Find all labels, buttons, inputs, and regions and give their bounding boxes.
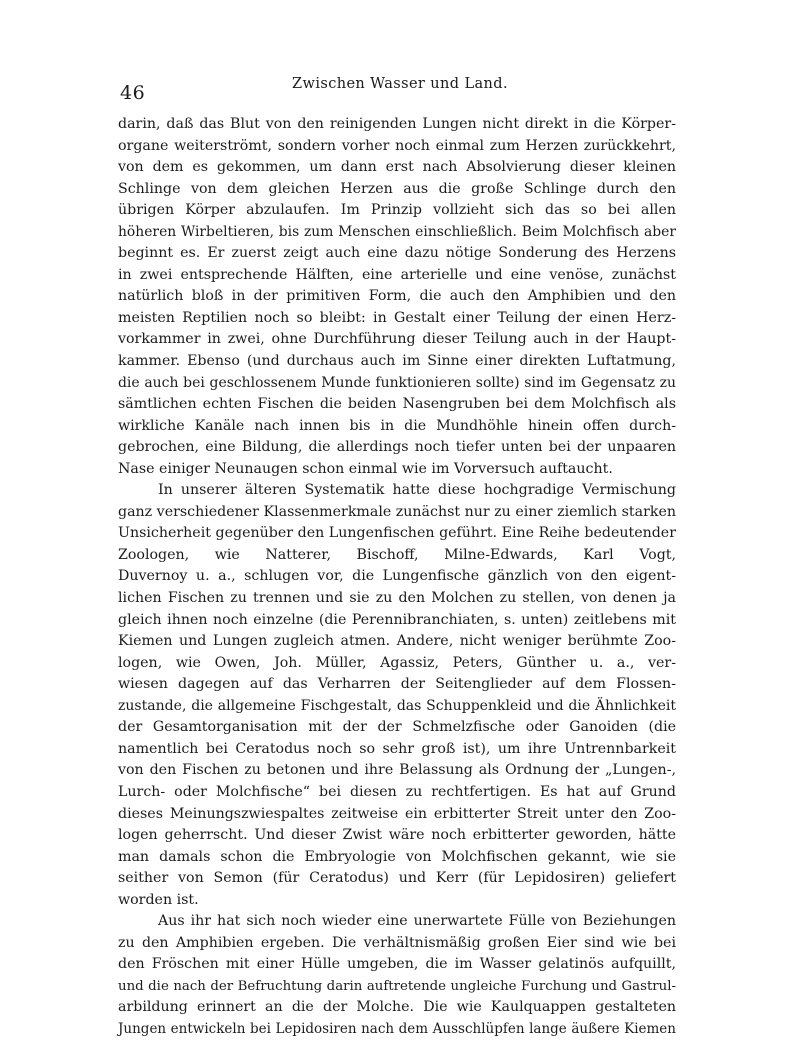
text-line: und die nach der Befruchtung darin auftretende ungleiche Furchung und Gastrul- (118, 978, 676, 994)
text-line: lichen Fischen zu trennen und sie zu den Molchen zu stellen, von denen ja (118, 590, 676, 607)
text-line: Jungen entwickeln bei Lepidosiren nach dem Ausschlüpfen lange äußere Kiemen (118, 1020, 676, 1037)
text-line: Aus ihr hat sich noch wieder eine unerwartete Fülle von Beziehungen (158, 913, 676, 930)
text-line: logen geherrscht. Und dieser Zwist wäre noch erbitterter geworden, hätte (118, 827, 676, 844)
text-line: natürlich bloß in der primitiven Form, die auch den Amphibien und den (118, 288, 676, 305)
text-line: logen, wie Owen, Joh. Müller, Agassiz, Peters, Günther u. a., ver- (118, 654, 676, 671)
text-line: gebrochen, eine Bildung, die allerdings noch tiefer unten bei der unpaaren (118, 439, 676, 456)
running-head: Zwischen Wasser und Land. (292, 76, 508, 92)
paragraph-1 (118, 114, 676, 480)
text-line: übrigen Körper abzulaufen. Im Prinzip vollzieht sich das so bei allen (118, 202, 676, 219)
text-line: zustande, die allgemeine Fischgestalt, das Schuppenkleid und die Ähnlichkeit (118, 697, 676, 714)
text-line: dieses Meinungszwiespaltes zeitweise ein erbitterter Streit unter den Zoo- (118, 805, 676, 822)
text-line: von den Fischen zu betonen und ihre Belassung als Ordnung der „Lungen-, (118, 762, 676, 779)
text-line: sämtlichen echten Fischen die beiden Nasengruben bei dem Molchfisch als (118, 396, 676, 413)
paragraph-2 (118, 480, 676, 911)
text-line: Kiemen und Lungen zugleich atmen. Andere, nicht weniger berühmte Zoo- (118, 633, 676, 650)
text-line: höheren Wirbeltieren, bis zum Menschen einschließlich. Beim Molchfisch aber (118, 223, 676, 240)
text-line: von dem es gekommen, um dann erst nach Absolvierung dieser kleinen (118, 159, 676, 176)
text-line: vorkammer in zwei, ohne Durchführung dieser Teilung auch in der Haupt- (118, 331, 676, 348)
text-line: worden ist. (118, 891, 199, 908)
text-line: Duvernoy u. a., schlugen vor, die Lungenfische gänzlich von den eigent- (118, 568, 676, 585)
text-line: kammer. Ebenso (und durchaus auch im Sinne einer direkten Luftatmung, (118, 353, 676, 370)
text-line: darin, daß das Blut von den reinigenden Lungen nicht direkt in die Körper- (118, 116, 676, 132)
text-line: der Gesamtorganisation mit der der Schmelzfische oder Ganoiden (die (118, 719, 676, 736)
text-line: Schlinge von dem gleichen Herzen aus die große Schlinge durch den (118, 180, 676, 197)
text-line: arbildung erinnert an die der Molche. Die wie Kaulquappen gestalteten (118, 999, 676, 1016)
text-line: den Fröschen mit einer Hülle umgeben, die im Wasser gelatinös aufquillt, (118, 956, 676, 973)
paragraph-3 (118, 911, 676, 1040)
text-line: die auch bei geschlossenem Munde funktionieren sollte) sind im Gegensatz zu (118, 374, 676, 391)
text-line: Unsicherheit gegenüber den Lungenfischen geführt. Eine Reihe bedeutender (118, 525, 676, 542)
text-line: Nase einiger Neunaugen schon einmal wie im Vorversuch auftaucht. (118, 460, 613, 477)
body-text (118, 114, 676, 1041)
text-line: in zwei entsprechende Hälften, eine arterielle und eine venöse, zunächst (118, 266, 676, 283)
text-line: In unserer älteren Systematik hatte diese hochgradige Vermischung (158, 482, 676, 499)
text-line: wirkliche Kanäle nach innen bis in die Mundhöhle hinein offen durch- (118, 417, 676, 434)
text-line: ganz verschiedener Klassenmerkmale zunächst nur zu einer ziemlich starken (118, 503, 676, 520)
text-line: seither von Semon (für Ceratodus) und Kerr (für Lepidosiren) geliefert (118, 870, 676, 887)
text-line: namentlich bei Ceratodus noch so sehr groß ist), um ihre Untrennbarkeit (118, 740, 676, 757)
text-line: meisten Reptilien noch so bleibt: in Gestalt einer Teilung der einen Herz- (118, 309, 676, 326)
text-line: beginnt es. Er zuerst zeigt auch eine dazu nötige Sonderung des Herzens (118, 245, 676, 262)
text-line: gleich ihnen noch einzelne (die Perennibranchiaten, s. unten) zeitlebens mit (118, 611, 676, 628)
text-line: man damals schon die Embryologie von Molchfischen gekannt, wie sie (118, 848, 676, 865)
text-line: organe weiterströmt, sondern vorher noch einmal zum Herzen zurückkehrt, (118, 137, 676, 154)
text-line: wiesen dagegen auf das Verharren der Seitenglieder auf dem Flossen- (118, 676, 676, 693)
page-number: 46 (120, 82, 146, 104)
text-line: Zoologen, wie Natterer, Bischoff, Milne-Edwards, Karl Vogt, (118, 546, 676, 563)
text-line: zu den Amphibien ergeben. Die verhältnismäßig großen Eier sind wie bei (118, 934, 676, 951)
text-line: Lurch- oder Molchfische“ bei diesen zu rechtfertigen. Es hat auf Grund (118, 783, 676, 800)
